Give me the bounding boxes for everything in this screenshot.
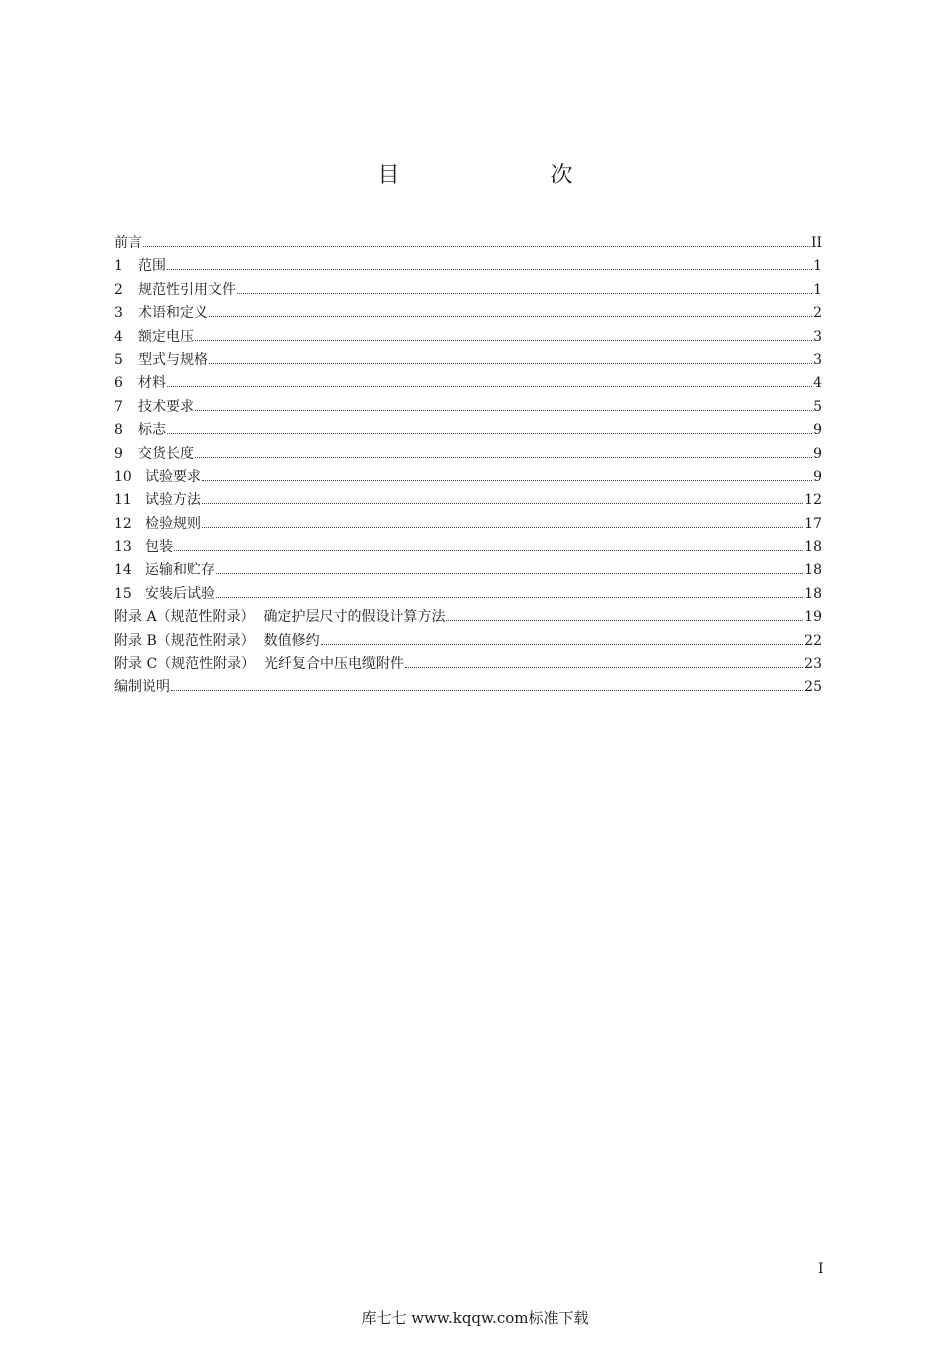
toc-entry-label (114, 372, 166, 395)
toc-entry[interactable] (114, 606, 822, 629)
toc-entry-title: 规范性引用文件 (138, 281, 236, 298)
toc-entry-title: 附录 A（规范性附录） 确定护层尺寸的假设计算方法 (114, 609, 446, 626)
toc-entry-title: 编制说明 (114, 679, 170, 696)
toc-leader-dots (237, 292, 812, 294)
toc-entry-page: 12 (804, 492, 822, 509)
toc-entry-label (114, 559, 215, 582)
toc-entry-label (114, 653, 404, 676)
toc-entry-title: 检验规则 (145, 515, 201, 532)
toc-entry-label (114, 396, 194, 419)
toc-entry-page: 4 (813, 375, 822, 392)
toc-leader-dots (167, 268, 812, 270)
toc-entry-title: 额定电压 (138, 328, 194, 345)
toc-entry-page: 2 (813, 305, 822, 322)
toc-entry[interactable] (114, 676, 822, 699)
toc-entry[interactable] (114, 279, 822, 302)
toc-entry-page: 23 (804, 656, 822, 673)
toc-leader-dots (167, 385, 812, 387)
toc-entry-number: 1 (114, 258, 123, 275)
toc-entry-page: 22 (804, 632, 822, 649)
toc-entry-number: 12 (114, 515, 132, 532)
toc-leader-dots (143, 245, 810, 247)
toc-entry-page: 18 (804, 562, 822, 579)
toc-entry-title: 安装后试验 (145, 585, 215, 602)
toc-entry-label (114, 606, 445, 629)
toc-entry[interactable] (114, 396, 822, 419)
toc-entry-number: 7 (114, 398, 123, 415)
toc-entry-title: 试验方法 (145, 492, 201, 509)
toc-entry-number: 14 (114, 562, 132, 579)
toc-entry-label (114, 583, 215, 606)
toc-entry-page: 1 (813, 281, 822, 298)
toc-leader-dots (202, 479, 812, 481)
toc-entry-title: 交货长度 (138, 445, 194, 462)
toc-entry-page: 9 (813, 445, 822, 462)
toc-leader-dots (195, 339, 812, 341)
toc-entry-title: 材料 (138, 375, 166, 392)
toc-entry-title: 运输和贮存 (145, 562, 215, 579)
toc-entry-number: 2 (114, 281, 123, 298)
toc-entry-title: 附录 C（规范性附录） 光纤复合中压电缆附件 (114, 656, 405, 673)
toc-entry[interactable] (114, 536, 822, 559)
toc-entry[interactable] (114, 443, 822, 466)
toc-entry[interactable] (114, 583, 822, 606)
toc-entry-label (114, 466, 201, 489)
toc-entry-title: 标志 (138, 422, 166, 439)
toc-entry[interactable] (114, 326, 822, 349)
toc-leader-dots (216, 596, 803, 598)
toc-entry-label (114, 630, 320, 653)
toc-entry-title: 术语和定义 (138, 305, 208, 322)
toc-entry-page: II (810, 235, 822, 251)
toc-entry[interactable] (114, 255, 822, 278)
toc-leader-dots (216, 572, 803, 574)
toc-leader-dots (209, 315, 812, 317)
toc-entry-page: 3 (813, 328, 822, 345)
toc-entry[interactable] (114, 513, 822, 536)
toc-entry-number: 6 (114, 375, 123, 392)
toc-entry-number: 13 (114, 539, 132, 556)
toc-entry-title: 试验要求 (145, 468, 201, 485)
toc-entry[interactable] (114, 349, 822, 372)
toc-entry[interactable] (114, 372, 822, 395)
toc-entry-label (114, 279, 236, 302)
toc-entry-page: 3 (813, 351, 822, 368)
toc-entry-label (114, 349, 208, 372)
toc-entry-page: 18 (804, 539, 822, 556)
toc-leader-dots (195, 409, 812, 411)
toc-entry-number: 11 (114, 492, 132, 509)
toc-entry-page: 18 (804, 585, 822, 602)
toc-entry-page: 9 (813, 468, 822, 485)
toc-entry-title: 附录 B（规范性附录） 数值修约 (114, 632, 320, 649)
toc-entry-page: 25 (804, 679, 822, 696)
toc-entry-page: 9 (813, 422, 822, 439)
toc-entry-page: 19 (804, 609, 822, 626)
toc-entry[interactable] (114, 653, 822, 676)
toc-entry[interactable] (114, 489, 822, 512)
toc-entry-title: 包装 (145, 539, 173, 556)
toc-leader-dots (202, 502, 803, 504)
toc-leader-dots (167, 432, 812, 434)
page-title: 目 次 (377, 163, 645, 188)
toc-entry[interactable] (114, 419, 822, 442)
toc-entry[interactable] (114, 559, 822, 582)
toc-entry-label (114, 676, 170, 699)
toc-entry-label (114, 443, 194, 466)
toc-entry-label (114, 232, 142, 255)
toc-leader-dots (446, 619, 803, 621)
toc-entry-label (114, 302, 208, 325)
toc-entry-title: 前言 (114, 235, 142, 251)
toc-entry[interactable] (114, 466, 822, 489)
toc-entry-number: 5 (114, 351, 123, 368)
toc-entry-page: 1 (813, 258, 822, 275)
toc-entry-number: 15 (114, 585, 132, 602)
toc-entry-label (114, 326, 194, 349)
toc-entry-number: 10 (114, 468, 132, 485)
toc-entry-page: 17 (804, 515, 822, 532)
toc-leader-dots (405, 666, 803, 668)
toc-entry-label (114, 419, 166, 442)
toc-leader-dots (209, 362, 812, 364)
toc-entry-label (114, 489, 201, 512)
toc-entry-label (114, 255, 166, 278)
toc-entry-number: 4 (114, 328, 123, 345)
toc-leader-dots (195, 456, 812, 458)
toc-entry-label (114, 513, 201, 536)
toc-entry-title: 型式与规格 (138, 351, 208, 368)
table-of-contents (114, 232, 822, 700)
toc-entry-page: 5 (813, 398, 822, 415)
toc-entry-title: 技术要求 (138, 398, 194, 415)
footer-watermark: 库七七 www.kqqw.com标准下载 (361, 1309, 589, 1327)
page-number: I (818, 1261, 824, 1277)
toc-entry-number: 3 (114, 305, 123, 322)
toc-entry[interactable] (114, 232, 822, 255)
toc-entry[interactable] (114, 630, 822, 653)
toc-leader-dots (202, 526, 803, 528)
toc-leader-dots (174, 549, 803, 551)
toc-entry-number: 9 (114, 445, 123, 462)
toc-entry-label (114, 536, 173, 559)
toc-leader-dots (171, 689, 803, 691)
toc-leader-dots (321, 643, 804, 645)
toc-entry[interactable] (114, 302, 822, 325)
toc-entry-number: 8 (114, 422, 123, 439)
toc-entry-title: 范围 (138, 258, 166, 275)
